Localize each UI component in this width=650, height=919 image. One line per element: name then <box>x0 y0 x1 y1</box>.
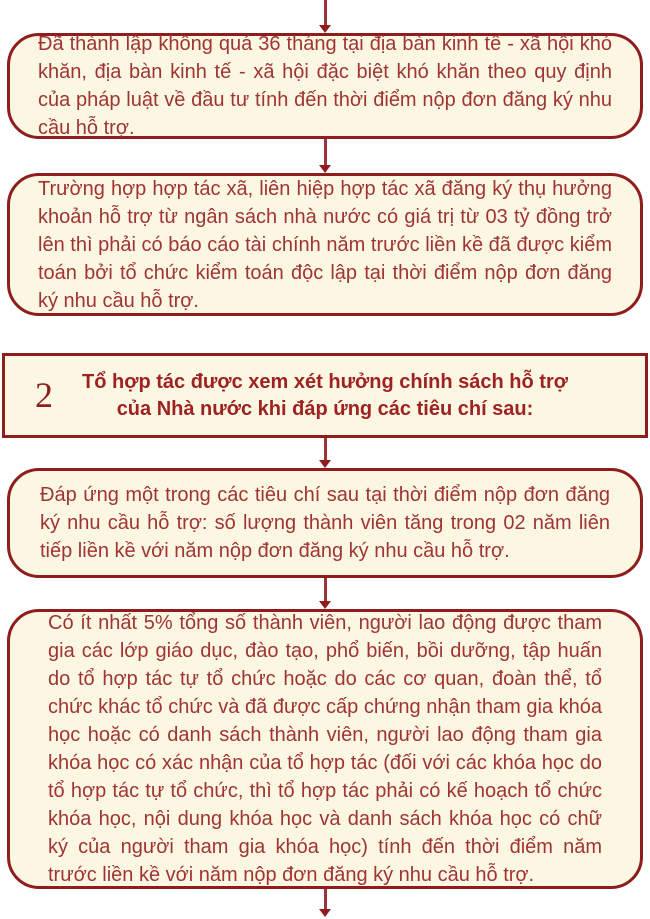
criteria-text: Đáp ứng một trong các tiêu chí sau tại thời điểm nộp đơn đăng ký nhu cầu hỗ trợ: số lượng thành viên tăng trong 02 năm liên tiếp liền kề với năm nộp đơn đăng ký nhu cầu hỗ trợ. <box>40 484 610 562</box>
flow-arrow-down-icon <box>319 578 331 609</box>
arrow-head <box>319 601 331 609</box>
arrow-head <box>319 909 331 917</box>
criteria-text: Đã thành lập không quá 36 tháng tại địa bàn kinh tế - xã hội khó khăn, địa bàn kinh tế - xã hội đặc biệt khó khăn theo quy định của pháp luật về đầu tư tính đến thời điểm nộp đơn đăng ký nhu cầu hỗ trợ. <box>38 33 612 139</box>
criteria-box-established-36-months <box>7 33 643 139</box>
arrow-line <box>324 139 327 166</box>
flow-arrow-down-icon <box>319 889 331 917</box>
criteria-text: Trường hợp hợp tác xã, liên hiệp hợp tác xã đăng ký thụ hưởng khoản hỗ trợ từ ngân sách nhà nước có giá trị từ 03 tỷ đồng trở lên thì phải có báo cáo tài chính năm trước liền kề đã được kiểm toán bởi tổ chức kiểm toán độc lập tại thời điểm nộp đơn đăng ký nhu cầu hỗ trợ. <box>38 177 612 312</box>
flow-arrow-down-icon <box>319 438 331 468</box>
step-title-line2: của Nhà nước khi đáp ứng các tiêu chí sau: <box>116 397 534 420</box>
criteria-box-audit-report <box>7 173 643 316</box>
arrow-line <box>324 0 327 26</box>
arrow-head <box>319 460 331 468</box>
criteria-box-training-participation <box>7 609 643 889</box>
arrow-line <box>324 578 327 602</box>
flow-arrow-down-icon <box>319 139 331 173</box>
step-header <box>2 353 648 438</box>
section-gap <box>0 316 650 353</box>
arrow-line <box>324 438 327 461</box>
criteria-text: Có ít nhất 5% tổng số thành viên, người lao động được tham gia các lớp giáo dục, đào tạo, phổ biến, bồi dưỡng, tập huấn do tổ hợp tác tự tổ chức hoặc do các cơ quan, đoàn thể, tổ chức khác tổ chức và đã được cấp chứng nhận tham gia khóa học hoặc có danh sách thành viên, người lao động tham gia khóa học có xác nhận của tổ hợp tác (đối với các khóa học do tổ hợp tác tự tổ chức, thì tổ hợp tác phải có kế hoạch tổ chức khóa học, nội dung khóa học và danh sách khóa học có chữ ký của người tham gia khóa học) tính đến thời điểm năm trước liền kề với năm nộp đơn đăng ký nhu cầu hỗ trợ. <box>48 612 602 886</box>
step-title-line1: Tổ hợp tác được xem xét hưởng chính sách hỗ trợ <box>82 370 568 393</box>
step-title <box>22 369 628 423</box>
criteria-box-member-growth <box>7 468 643 578</box>
step-number: 2 <box>35 374 53 415</box>
arrow-head <box>319 165 331 173</box>
flow-arrow-down-icon <box>319 0 331 33</box>
arrow-line <box>324 889 327 910</box>
